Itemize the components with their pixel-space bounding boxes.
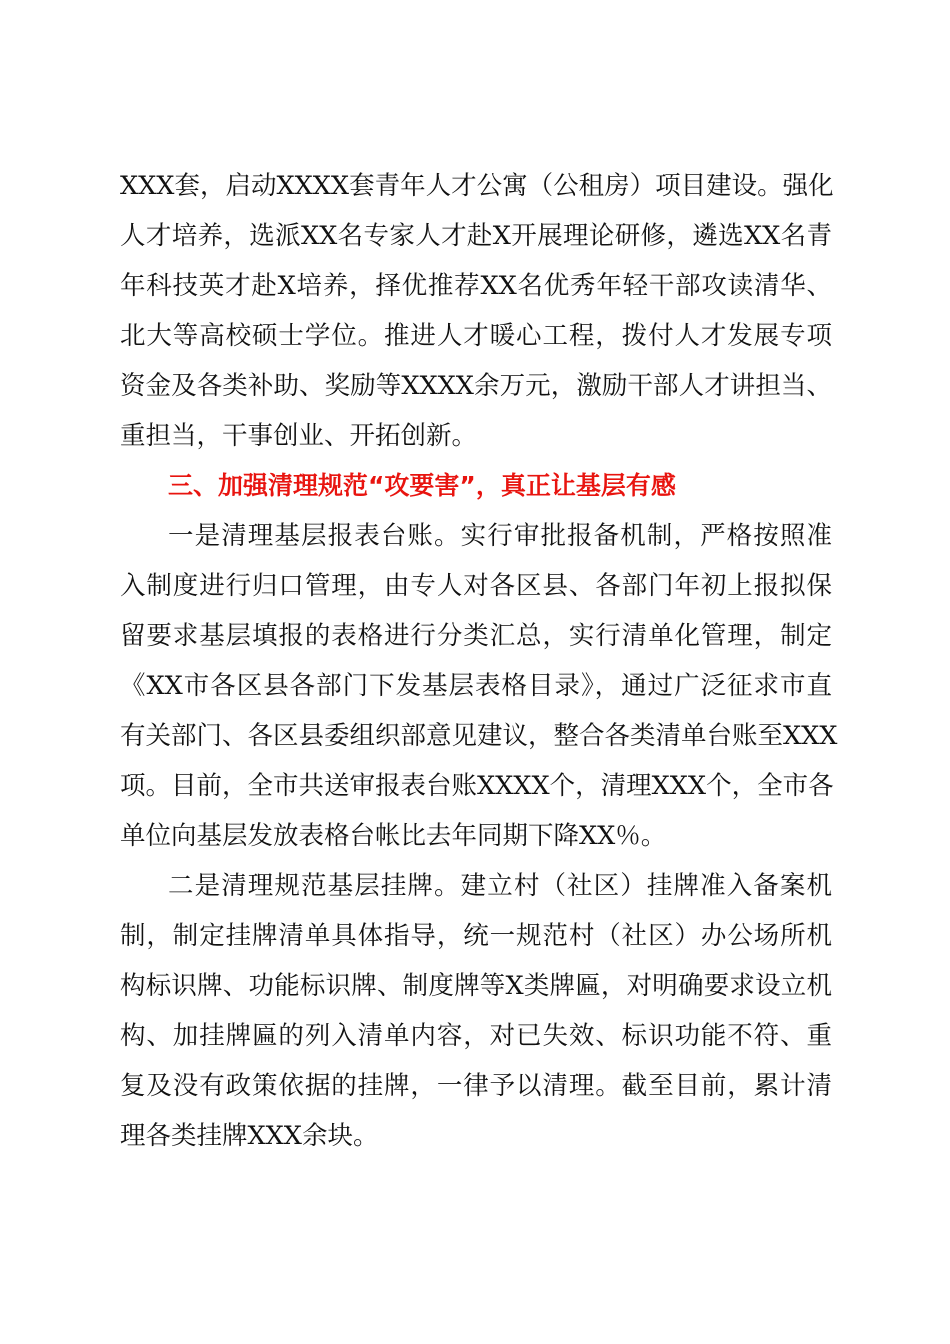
- text-line: 留要求基层填报的表格进行分类汇总，实行清单化管理，制定: [120, 621, 832, 651]
- text-line: 一是清理基层报表台账。实行审批报备机制，严格按照准: [168, 521, 832, 551]
- text-line: 重担当，干事创业、开拓创新。: [120, 421, 478, 451]
- section-heading: 三、加强清理规范“攻要害”，真正让基层有感: [168, 471, 676, 500]
- text-line: 项。目前，全市共送审报表台账XXXX个，清理XXX个，全市各: [120, 771, 834, 801]
- text-line: XXX套，启动XXXX套青年人才公寓（公租房）项目建设。强化: [120, 171, 834, 201]
- text-line: 构、加挂牌匾的列入清单内容，对已失效、标识功能不符、重: [120, 1021, 832, 1051]
- text-line: 二是清理规范基层挂牌。建立村（社区）挂牌准入备案机: [168, 871, 832, 901]
- text-line: 单位向基层发放表格台帐比去年同期下降XX％。: [120, 821, 667, 851]
- text-line: 理各类挂牌XXX余块。: [120, 1121, 379, 1151]
- text-line: 制，制定挂牌清单具体指导，统一规范村（社区）办公场所机: [120, 921, 832, 951]
- text-line: 入制度进行归口管理，由专人对各区县、各部门年初上报拟保: [120, 571, 832, 601]
- text-line: 《XX市各区县各部门下发基层表格目录》，通过广泛征求市直: [120, 671, 832, 701]
- text-line: 构标识牌、功能标识牌、制度牌等X类牌匾，对明确要求设立机: [120, 971, 832, 1001]
- text-line: 人才培养，选派XX名专家人才赴X开展理论研修，遴选XX名青: [120, 221, 832, 251]
- text-line: 年科技英才赴X培养，择优推荐XX名优秀年轻干部攻读清华、: [120, 271, 832, 301]
- text-line: 北大等高校硕士学位。推进人才暖心工程，拨付人才发展专项: [120, 321, 832, 351]
- text-line: 资金及各类补助、奖励等XXXX余万元，激励干部人才讲担当、: [120, 371, 832, 401]
- text-line: 复及没有政策依据的挂牌，一律予以清理。截至目前，累计清: [120, 1071, 832, 1101]
- text-line: 有关部门、各区县委组织部意见建议，整合各类清单台账至XXX: [120, 721, 838, 751]
